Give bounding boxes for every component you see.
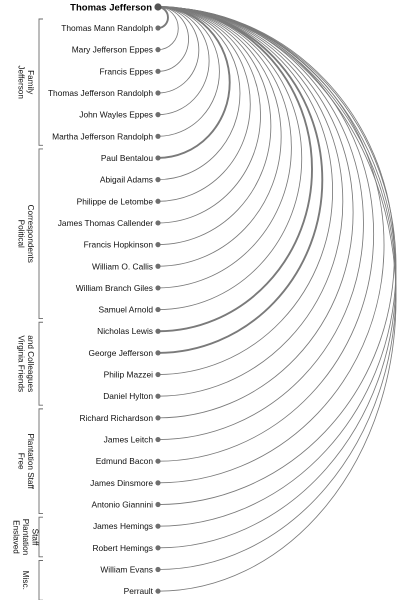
group-bracket bbox=[39, 322, 43, 405]
person-label: Samuel Arnold bbox=[98, 304, 153, 315]
person-node bbox=[155, 567, 160, 572]
person-node bbox=[155, 69, 160, 74]
group-label bbox=[12, 519, 40, 556]
person-node bbox=[155, 329, 160, 334]
person-node bbox=[155, 372, 160, 377]
person-label: Antonio Giannini bbox=[91, 499, 153, 510]
person-node bbox=[155, 394, 160, 399]
person-label: Philippe de Letombe bbox=[76, 196, 153, 207]
arc-link bbox=[158, 7, 312, 331]
person-label: William Evans bbox=[100, 564, 153, 575]
node-layer bbox=[48, 23, 161, 596]
person-label: Edmund Bacon bbox=[95, 456, 153, 467]
person-label: James Leitch bbox=[103, 434, 153, 445]
person-node bbox=[155, 524, 160, 529]
person-node bbox=[155, 155, 160, 160]
group-label-line: Enslaved bbox=[11, 520, 21, 554]
person-node bbox=[155, 25, 160, 30]
person-label: Daniel Hylton bbox=[103, 391, 153, 402]
arc-link bbox=[158, 7, 396, 570]
person-label: Robert Hemings bbox=[92, 542, 153, 553]
group-label-line: Plantation bbox=[21, 518, 30, 556]
person-label: Philip Mazzei bbox=[103, 369, 153, 380]
group-bracket bbox=[39, 19, 43, 145]
group-label-line: and Colleagues bbox=[25, 335, 35, 393]
root-node bbox=[154, 3, 161, 10]
arc-link bbox=[158, 7, 396, 548]
group-bracket bbox=[39, 561, 43, 600]
group-label-line: Family bbox=[25, 70, 35, 95]
group-bracket bbox=[39, 149, 43, 319]
group-label bbox=[16, 205, 35, 263]
group-label bbox=[16, 335, 35, 392]
person-label: William Branch Giles bbox=[75, 282, 153, 293]
person-label: Perrault bbox=[123, 586, 153, 597]
person-label: James Thomas Callender bbox=[57, 217, 153, 228]
arc-link bbox=[158, 7, 261, 223]
person-node bbox=[155, 242, 160, 247]
person-label: Francis Hopkinson bbox=[83, 239, 153, 250]
person-node bbox=[155, 90, 160, 95]
person-label: John Wayles Eppes bbox=[79, 109, 153, 120]
person-node bbox=[155, 47, 160, 52]
person-node bbox=[155, 220, 160, 225]
arc-layer bbox=[158, 7, 396, 591]
arc-link bbox=[158, 7, 343, 396]
person-label: Thomas Mann Randolph bbox=[61, 23, 153, 33]
person-node bbox=[155, 545, 160, 550]
person-node bbox=[155, 285, 160, 290]
group-label bbox=[21, 571, 30, 590]
person-label: Francis Eppes bbox=[99, 66, 153, 77]
person-node bbox=[155, 307, 160, 312]
person-label: Nicholas Lewis bbox=[97, 326, 153, 337]
group-label-line: Plantation Staff bbox=[25, 433, 35, 489]
arc-link bbox=[158, 7, 384, 483]
person-node bbox=[155, 589, 160, 594]
person-label: William O. Callis bbox=[92, 261, 153, 272]
arc-link bbox=[158, 7, 363, 440]
person-node bbox=[155, 112, 160, 117]
person-node bbox=[155, 415, 160, 420]
person-label: Mary Jefferson Eppes bbox=[71, 44, 153, 55]
person-node bbox=[155, 134, 160, 139]
person-node bbox=[155, 437, 160, 442]
person-label: Thomas Jefferson Randolph bbox=[47, 87, 153, 98]
person-label: Paul Bentalou bbox=[100, 152, 153, 163]
person-label: James Dinsmore bbox=[90, 477, 153, 488]
arc-link bbox=[158, 7, 199, 93]
person-label: George Jefferson bbox=[88, 347, 153, 358]
person-node bbox=[155, 459, 160, 464]
group-layer bbox=[12, 19, 44, 600]
person-node bbox=[155, 264, 160, 269]
person-node bbox=[155, 350, 160, 355]
root-label: Thomas Jefferson bbox=[70, 2, 152, 14]
group-bracket bbox=[39, 409, 43, 514]
group-label bbox=[16, 65, 35, 99]
arc-link bbox=[158, 7, 353, 418]
person-node bbox=[155, 502, 160, 507]
person-label: Richard Richardson bbox=[79, 412, 153, 423]
person-label: Abigail Adams bbox=[99, 174, 153, 185]
person-node bbox=[155, 177, 160, 182]
group-label bbox=[16, 434, 35, 490]
group-label-line: Misc. bbox=[21, 570, 30, 590]
group-label-line: Free bbox=[16, 452, 26, 470]
group-label-line: Jefferson bbox=[16, 65, 26, 99]
person-label: Martha Jefferson Randolph bbox=[52, 131, 153, 142]
group-label-line: Correspondents bbox=[25, 204, 35, 263]
group-label-line: Virginia Friends bbox=[16, 335, 26, 393]
person-label: James Hemings bbox=[92, 521, 153, 532]
group-label-line: Staff bbox=[30, 528, 40, 546]
person-node bbox=[155, 480, 160, 485]
group-label-line: Political bbox=[16, 219, 26, 248]
person-node bbox=[155, 199, 160, 204]
